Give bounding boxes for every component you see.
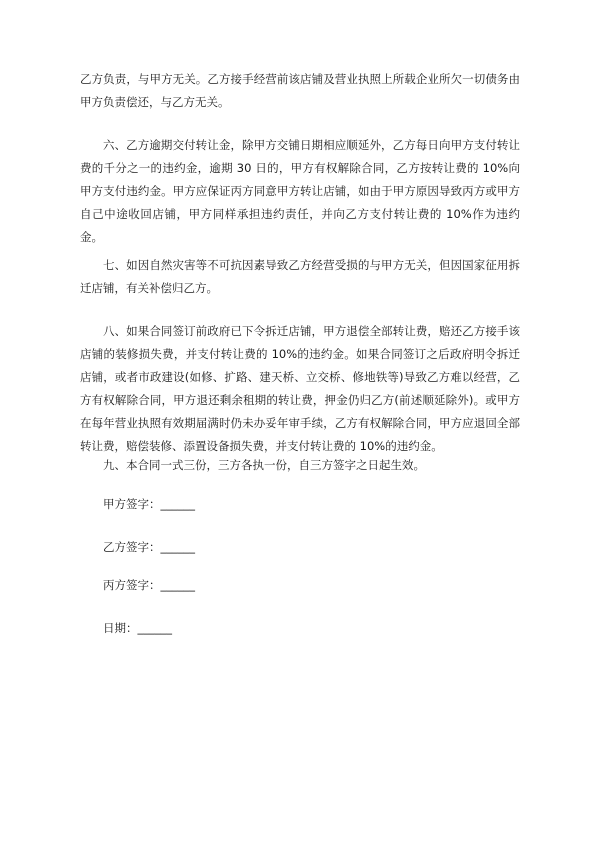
clause-nine: 九、本合同一式三份，三方各执一份，自三方签字之日起生效。 [103, 458, 425, 472]
clause-seven: 七、如因自然灾害等不可抗因素导致乙方经营受损的与甲方无关，但因国家征用拆迁店铺，有关补偿归乙方。 [80, 258, 520, 295]
signature-party-a: 甲方签字：______ [103, 497, 195, 511]
clause-eight: 八、如果合同签订前政府已下令拆迁店铺，甲方退偿全部转让费，赔还乙方接手该店铺的装修损失费，并支付转让费的 10%的违约金。如果合同签订之后政府明令拆迁店铺，或者市政建设(如修、扩路、建天桥、立交桥、修地铁等)导致乙方难以经营，乙方有权解除合同，甲方退还剩余租期的转让费，押金仍归乙方(前述顺延除外)。或甲方在每年营业执照有效期届满时仍未办妥年审手续，乙方有权解除合同，甲方应退回全部转让费，赔偿装修、添置设备损失费，并支付转让费的 10%的违约金。 [80, 324, 520, 453]
paragraph-continuation: 乙方负责，与甲方无关。乙方接手经营前该店铺及营业执照上所载企业所欠一切债务由甲方负责偿还，与乙方无关。 [80, 72, 520, 109]
signature-date: 日期：______ [103, 621, 172, 635]
signature-party-c: 丙方签字：______ [103, 578, 195, 592]
signature-party-b: 乙方签字：______ [103, 540, 195, 554]
clause-six: 六、乙方逾期交付转让金，除甲方交铺日期相应顺延外，乙方每日向甲方支付转让费的千分之一的违约金，逾期 30 日的，甲方有权解除合同，乙方按转让费的 10%向甲方支付违约金。甲方应保证丙方同意甲方转让店铺，如由于甲方原因导致丙方或甲方自己中途收回店铺，甲方同样承担违约责任，并向乙方支付转让费的 10%作为违约金。 [80, 138, 520, 244]
